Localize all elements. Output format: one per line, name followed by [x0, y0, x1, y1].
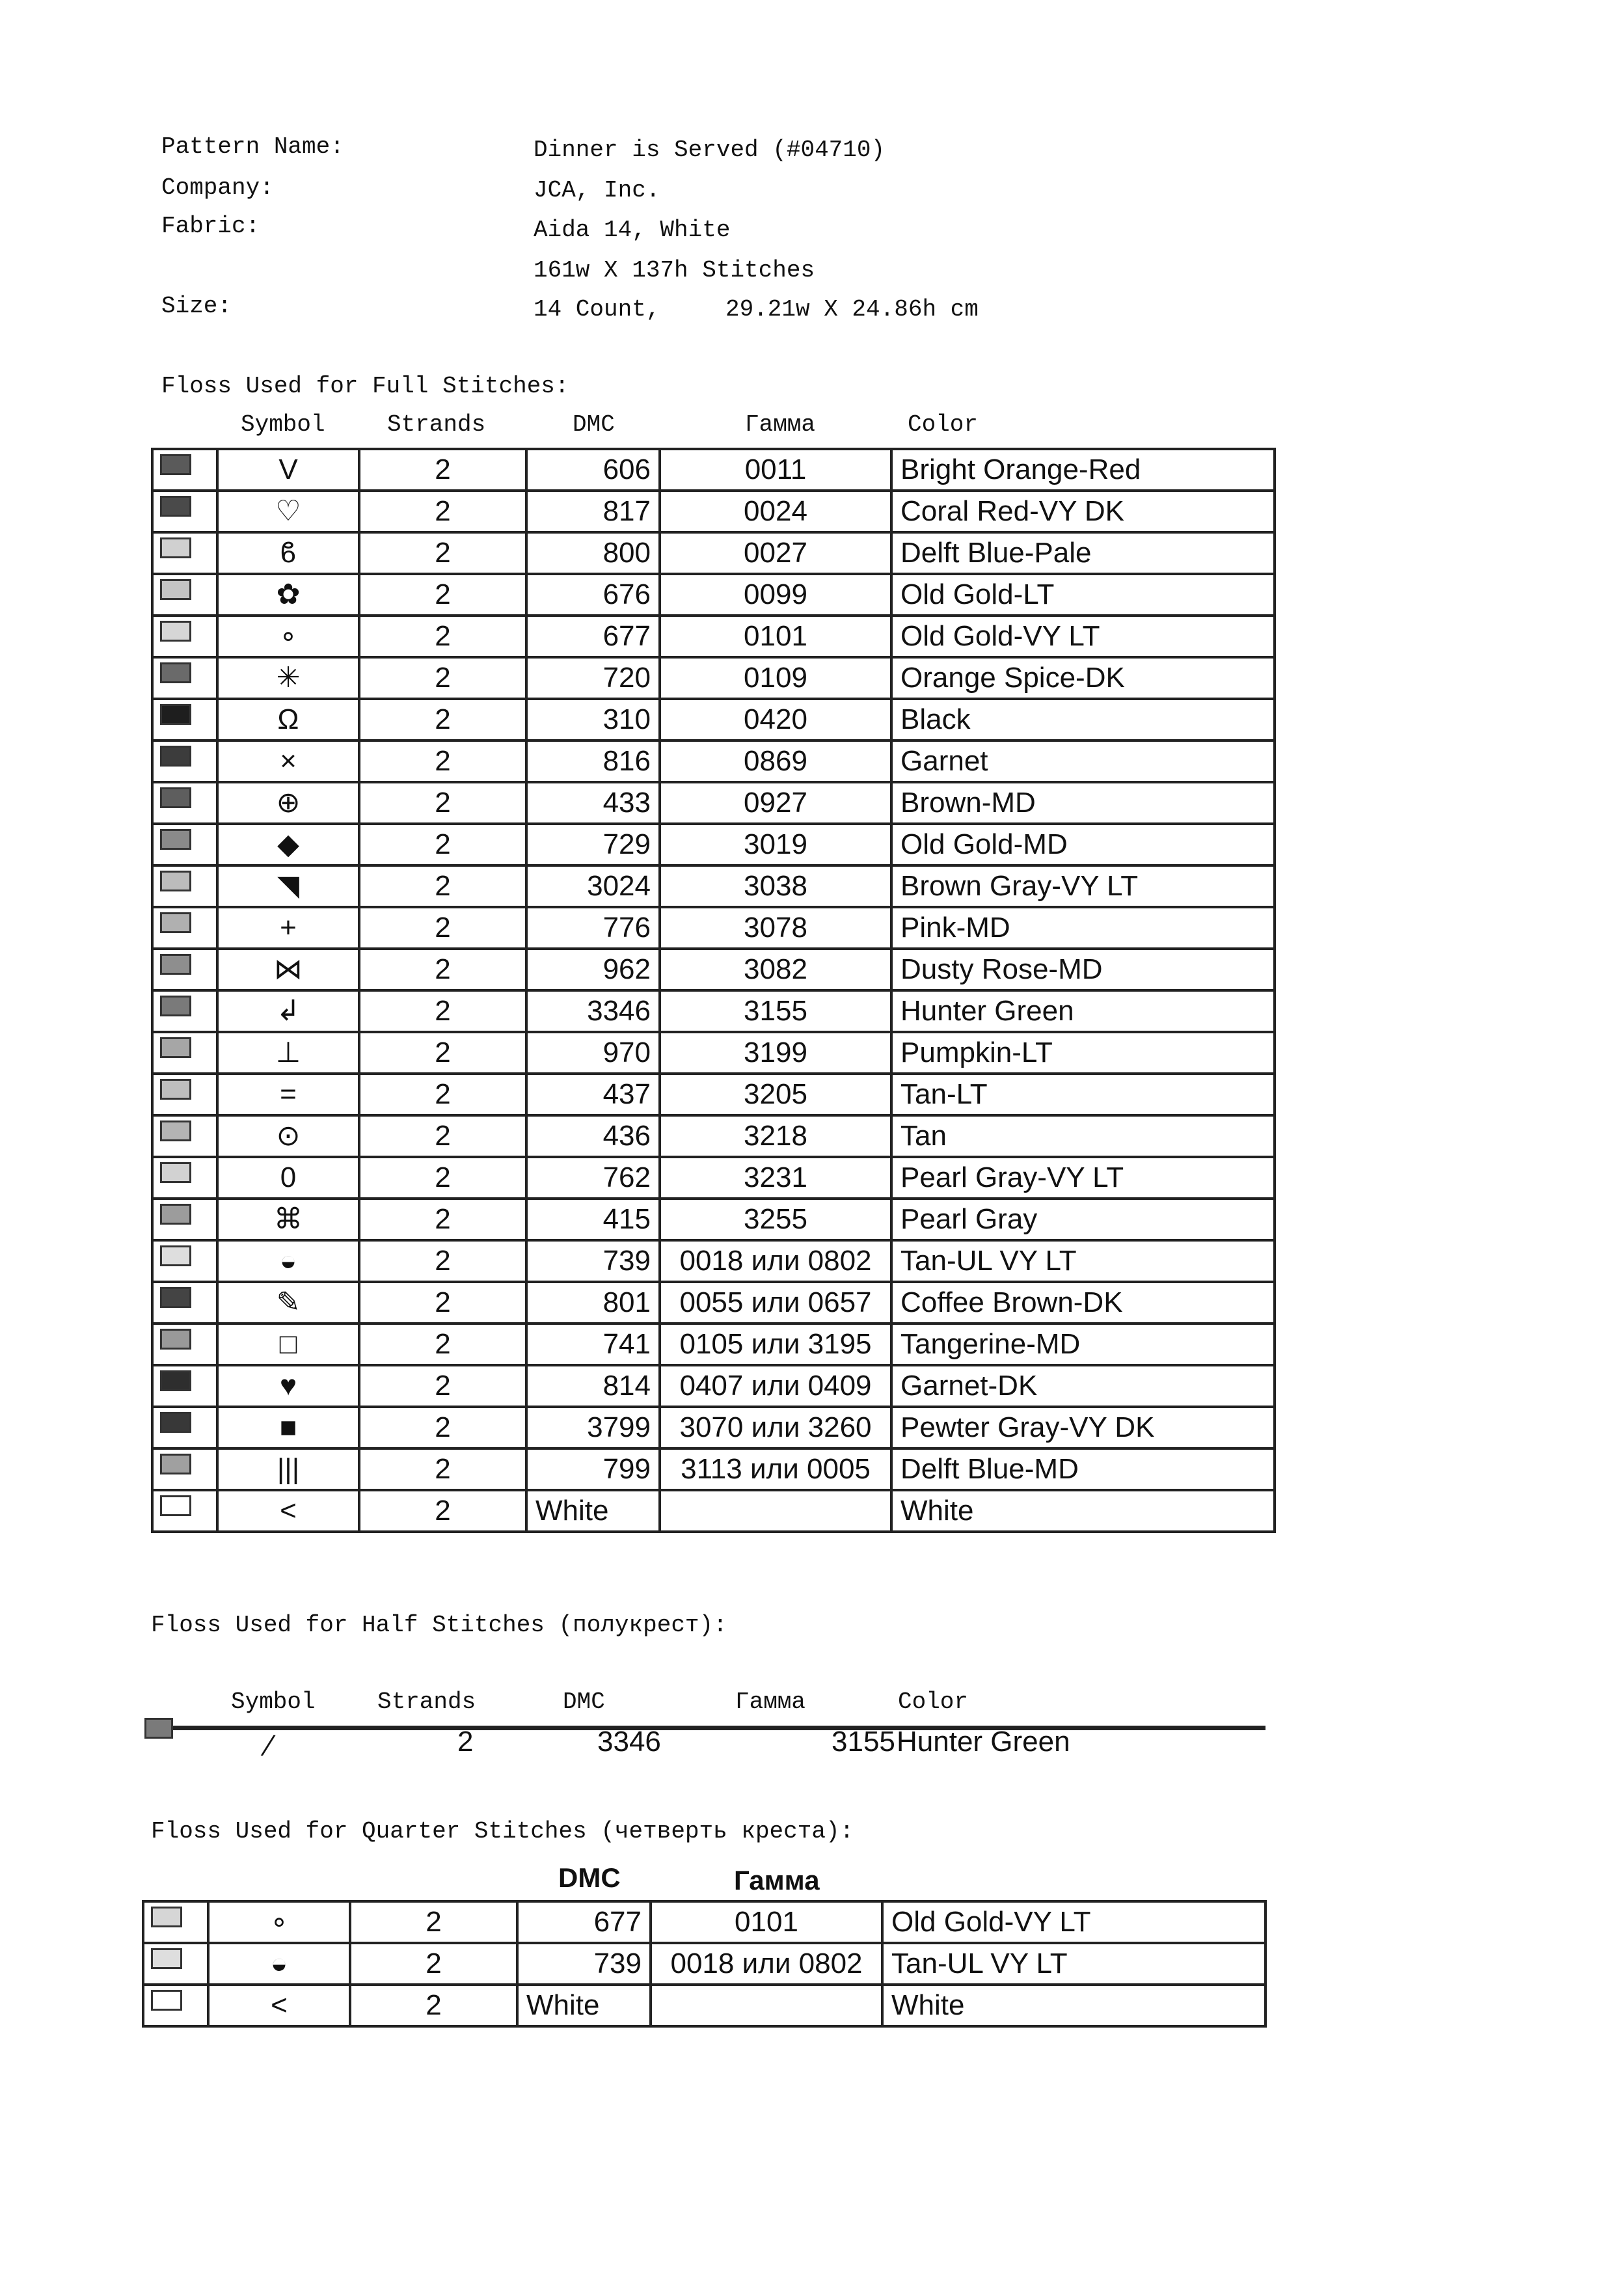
symbol-cell: ⋈	[217, 949, 359, 990]
gamma-cell: 0105 или 3195	[660, 1324, 891, 1365]
swatch-square	[160, 1287, 191, 1308]
symbol-cell: <	[208, 1985, 350, 2026]
swatch-square	[160, 1495, 191, 1516]
strands-cell: 2	[359, 616, 526, 657]
swatch-square	[160, 746, 191, 767]
swatch-square	[160, 912, 191, 933]
full-stitches-table	[151, 448, 1276, 1533]
table-row	[152, 657, 1275, 699]
gamma-cell: 0011	[660, 449, 891, 491]
color-name-cell: Black	[891, 699, 1275, 740]
table-row	[152, 1157, 1275, 1199]
company-label: Company:	[161, 174, 274, 201]
gamma-cell: 3082	[660, 949, 891, 990]
half-header-symbol: Symbol	[231, 1689, 316, 1715]
strands-cell: 2	[359, 491, 526, 532]
swatch-square	[160, 1412, 191, 1433]
table-row	[152, 616, 1275, 657]
fabric-label: Fabric:	[161, 213, 260, 239]
dmc-cell: 817	[526, 491, 660, 532]
strands-cell: 2	[359, 1240, 526, 1282]
swatch-square	[151, 1948, 182, 1969]
table-row	[143, 1901, 1265, 1943]
strands-cell: 2	[359, 1157, 526, 1199]
gamma-cell: 0407 или 0409	[660, 1365, 891, 1407]
color-name-cell: White	[891, 1490, 1275, 1532]
color-name-cell: Dusty Rose-MD	[891, 949, 1275, 990]
dmc-cell: 739	[517, 1943, 651, 1985]
gamma-cell: 3019	[660, 824, 891, 865]
gamma-cell: 3199	[660, 1032, 891, 1074]
half-dmc: 3346	[597, 1726, 661, 1758]
gamma-cell: 0055 или 0657	[660, 1282, 891, 1324]
color-name-cell: Old Gold-LT	[891, 574, 1275, 616]
strands-cell: 2	[350, 1943, 517, 1985]
gamma-cell: 0099	[660, 574, 891, 616]
gamma-cell: 3070 или 3260	[660, 1407, 891, 1448]
symbol-cell: 0	[217, 1157, 359, 1199]
half-header-gamma: Гамма	[735, 1689, 806, 1715]
header-color: Color	[908, 411, 979, 438]
color-name-cell: Tangerine-MD	[891, 1324, 1275, 1365]
strands-cell: 2	[359, 532, 526, 574]
dmc-cell: 762	[526, 1157, 660, 1199]
pattern-name-label: Pattern Name:	[161, 133, 344, 160]
color-name-cell: Tan-UL VY LT	[891, 1240, 1275, 1282]
half-stitches-rule	[151, 1726, 1265, 1730]
dmc-cell: 800	[526, 532, 660, 574]
color-name-cell: Hunter Green	[891, 990, 1275, 1032]
table-row	[152, 740, 1275, 782]
color-name-cell: White	[882, 1985, 1265, 2026]
swatch-square	[160, 1162, 191, 1183]
table-row	[152, 949, 1275, 990]
table-row	[152, 782, 1275, 824]
symbol-cell: ◥	[217, 865, 359, 907]
table-row	[152, 1240, 1275, 1282]
symbol-cell: ♡	[217, 491, 359, 532]
strands-cell: 2	[359, 824, 526, 865]
symbol-cell: ■	[217, 1407, 359, 1448]
header-gamma: Гамма	[745, 411, 816, 438]
half-gamma: 3155	[832, 1726, 895, 1758]
color-swatch	[152, 1365, 217, 1407]
color-swatch	[152, 1032, 217, 1074]
table-row	[152, 824, 1275, 865]
gamma-cell: 3218	[660, 1115, 891, 1157]
strands-cell: 2	[359, 574, 526, 616]
strands-cell: 2	[359, 907, 526, 949]
swatch-square	[160, 1121, 191, 1141]
gamma-cell: 3231	[660, 1157, 891, 1199]
dmc-cell: White	[526, 1490, 660, 1532]
header-symbol: Symbol	[241, 411, 325, 438]
color-name-cell: Pearl Gray-VY LT	[891, 1157, 1275, 1199]
gamma-cell: 0869	[660, 740, 891, 782]
fabric: Aida 14, White	[534, 217, 731, 243]
swatch-square	[160, 1037, 191, 1058]
table-row	[152, 491, 1275, 532]
dmc-cell: 437	[526, 1074, 660, 1115]
color-name-cell: Bright Orange-Red	[891, 449, 1275, 491]
table-row	[152, 990, 1275, 1032]
color-swatch	[152, 1407, 217, 1448]
strands-cell: 2	[359, 740, 526, 782]
gamma-cell	[660, 1490, 891, 1532]
half-symbol: ∕	[267, 1728, 272, 1762]
color-swatch	[152, 616, 217, 657]
color-name-cell: Orange Spice-DK	[891, 657, 1275, 699]
dmc-cell: White	[517, 1985, 651, 2026]
gamma-cell: 0927	[660, 782, 891, 824]
color-name-cell: Coffee Brown-DK	[891, 1282, 1275, 1324]
color-swatch	[152, 782, 217, 824]
size-cm: 29.21w X 24.86h cm	[725, 296, 979, 323]
symbol-cell: ⌘	[217, 1199, 359, 1240]
gamma-cell: 3155	[660, 990, 891, 1032]
half-stitches-header	[0, 1689, 1624, 1717]
color-name-cell: Pewter Gray-VY DK	[891, 1407, 1275, 1448]
color-swatch	[152, 1199, 217, 1240]
header-dmc: DMC	[573, 411, 615, 438]
symbol-cell: ↲	[217, 990, 359, 1032]
dmc-cell: 799	[526, 1448, 660, 1490]
color-swatch	[152, 574, 217, 616]
color-name-cell: Brown-MD	[891, 782, 1275, 824]
gamma-cell: 3078	[660, 907, 891, 949]
quarter-stitches-rows	[143, 1901, 1265, 2026]
dmc-cell: 962	[526, 949, 660, 990]
color-name-cell: Delft Blue-MD	[891, 1448, 1275, 1490]
symbol-cell: ✿	[217, 574, 359, 616]
table-row	[152, 1115, 1275, 1157]
color-name-cell: Garnet-DK	[891, 1365, 1275, 1407]
color-swatch	[152, 949, 217, 990]
half-color: Hunter Green	[897, 1726, 1070, 1758]
gamma-cell: 0109	[660, 657, 891, 699]
color-name-cell: Delft Blue-Pale	[891, 532, 1275, 574]
swatch-square	[151, 1907, 182, 1927]
table-row	[143, 1985, 1265, 2026]
symbol-cell: ×	[217, 740, 359, 782]
symbol-cell: =	[217, 1074, 359, 1115]
half-header-dmc: DMC	[563, 1689, 605, 1715]
pattern-name: Dinner is Served (#04710)	[534, 137, 886, 163]
color-name-cell: Tan	[891, 1115, 1275, 1157]
gamma-cell: 3205	[660, 1074, 891, 1115]
table-row	[152, 574, 1275, 616]
color-swatch	[152, 990, 217, 1032]
gamma-cell: 3255	[660, 1199, 891, 1240]
swatch-square	[160, 871, 191, 891]
strands-cell: 2	[359, 949, 526, 990]
swatch-square	[160, 829, 191, 850]
strands-cell: 2	[359, 1032, 526, 1074]
strands-cell: 2	[359, 699, 526, 740]
dmc-cell: 729	[526, 824, 660, 865]
symbol-cell: V	[217, 449, 359, 491]
swatch-square	[160, 1370, 191, 1391]
swatch-square	[160, 996, 191, 1016]
swatch-square	[160, 496, 191, 517]
color-swatch	[143, 1985, 208, 2026]
full-stitches-header	[0, 411, 1624, 440]
dmc-cell: 720	[526, 657, 660, 699]
quarter-header-dmc: DMC	[558, 1862, 621, 1893]
color-swatch	[152, 1157, 217, 1199]
swatch-square	[160, 787, 191, 808]
table-row	[152, 699, 1275, 740]
strands-cell: 2	[359, 1407, 526, 1448]
symbol-cell: □	[217, 1324, 359, 1365]
color-name-cell: Brown Gray-VY LT	[891, 865, 1275, 907]
dmc-cell: 677	[526, 616, 660, 657]
symbol-cell: ✳	[217, 657, 359, 699]
table-row	[152, 907, 1275, 949]
dmc-cell: 415	[526, 1199, 660, 1240]
color-name-cell: Pearl Gray	[891, 1199, 1275, 1240]
size-count: 14 Count,	[534, 296, 660, 323]
table-row	[152, 1199, 1275, 1240]
dmc-cell: 3346	[526, 990, 660, 1032]
strands-cell: 2	[359, 1490, 526, 1532]
color-swatch	[152, 449, 217, 491]
swatch-square	[160, 1245, 191, 1266]
swatch-square	[160, 954, 191, 975]
strands-cell: 2	[359, 1115, 526, 1157]
color-swatch	[152, 907, 217, 949]
color-swatch	[152, 1115, 217, 1157]
dmc-cell: 3799	[526, 1407, 660, 1448]
swatch-square	[160, 537, 191, 558]
swatch-square	[160, 1079, 191, 1100]
dmc-cell: 741	[526, 1324, 660, 1365]
color-name-cell: Old Gold-VY LT	[891, 616, 1275, 657]
color-name-cell: Pumpkin-LT	[891, 1032, 1275, 1074]
symbol-cell: <	[217, 1490, 359, 1532]
symbol-cell: ✎	[217, 1282, 359, 1324]
table-row	[152, 1407, 1275, 1448]
symbol-cell: ⊙	[217, 1115, 359, 1157]
swatch-square	[151, 1990, 182, 2011]
swatch-square	[160, 1329, 191, 1350]
dmc-cell: 676	[526, 574, 660, 616]
symbol-cell: ∘	[217, 616, 359, 657]
symbol-cell: ◒	[208, 1943, 350, 1985]
dmc-cell: 3024	[526, 865, 660, 907]
color-name-cell: Garnet	[891, 740, 1275, 782]
quarter-stitches-table	[142, 1900, 1267, 2028]
dmc-cell: 677	[517, 1901, 651, 1943]
symbol-cell: ∘	[208, 1901, 350, 1943]
symbol-cell: +	[217, 907, 359, 949]
color-name-cell: Coral Red-VY DK	[891, 491, 1275, 532]
strands-cell: 2	[350, 1901, 517, 1943]
swatch-square	[160, 1454, 191, 1474]
strands-cell: 2	[359, 1282, 526, 1324]
color-swatch	[152, 1282, 217, 1324]
quarter-header-gamma: Гамма	[734, 1865, 820, 1895]
symbol-cell: ϐ	[217, 532, 359, 574]
table-row	[152, 1324, 1275, 1365]
gamma-cell: 0018 или 0802	[651, 1943, 882, 1985]
half-header-strands: Strands	[377, 1689, 476, 1715]
table-row	[152, 1074, 1275, 1115]
color-swatch	[152, 865, 217, 907]
symbol-cell: ◆	[217, 824, 359, 865]
symbol-cell: ⊕	[217, 782, 359, 824]
swatch-square	[160, 579, 191, 600]
full-stitches-rows	[152, 449, 1275, 1532]
gamma-cell: 3113 или 0005	[660, 1448, 891, 1490]
gamma-cell	[651, 1985, 882, 2026]
table-row	[152, 1032, 1275, 1074]
dmc-cell: 970	[526, 1032, 660, 1074]
header-strands: Strands	[387, 411, 486, 438]
symbol-cell: ⊥	[217, 1032, 359, 1074]
color-swatch	[152, 824, 217, 865]
color-swatch	[143, 1943, 208, 1985]
dmc-cell: 739	[526, 1240, 660, 1282]
strands-cell: 2	[359, 1324, 526, 1365]
dmc-cell: 816	[526, 740, 660, 782]
swatch-square	[160, 662, 191, 683]
color-swatch	[152, 1448, 217, 1490]
symbol-cell: Ω	[217, 699, 359, 740]
dmc-cell: 433	[526, 782, 660, 824]
strands-cell: 2	[359, 449, 526, 491]
color-swatch	[152, 1490, 217, 1532]
company: JCA, Inc.	[534, 177, 660, 204]
color-name-cell: Tan-UL VY LT	[882, 1943, 1265, 1985]
table-row	[152, 1365, 1275, 1407]
color-swatch	[152, 491, 217, 532]
strands-cell: 2	[359, 1365, 526, 1407]
gamma-cell: 3038	[660, 865, 891, 907]
half-stitches-title: Floss Used for Half Stitches (полукрест):	[151, 1612, 727, 1638]
gamma-cell: 0024	[660, 491, 891, 532]
half-strands: 2	[457, 1726, 474, 1758]
size-label: Size:	[161, 293, 232, 319]
strands-cell: 2	[359, 1448, 526, 1490]
color-name-cell: Old Gold-MD	[891, 824, 1275, 865]
table-row	[152, 449, 1275, 491]
strands-cell: 2	[350, 1985, 517, 2026]
swatch-square	[160, 454, 191, 475]
dmc-cell: 776	[526, 907, 660, 949]
gamma-cell: 0018 или 0802	[660, 1240, 891, 1282]
color-name-cell: Tan-LT	[891, 1074, 1275, 1115]
gamma-cell: 0101	[660, 616, 891, 657]
color-swatch	[144, 1718, 173, 1739]
color-swatch	[152, 657, 217, 699]
dmc-cell: 436	[526, 1115, 660, 1157]
table-row	[152, 1490, 1275, 1532]
symbol-cell: ♥	[217, 1365, 359, 1407]
table-row	[143, 1943, 1265, 1985]
dmc-cell: 814	[526, 1365, 660, 1407]
strands-cell: 2	[359, 1074, 526, 1115]
gamma-cell: 0420	[660, 699, 891, 740]
quarter-stitches-title: Floss Used for Quarter Stitches (четверть креста):	[151, 1818, 854, 1845]
color-swatch	[152, 532, 217, 574]
gamma-cell: 0027	[660, 532, 891, 574]
swatch-square	[160, 621, 191, 642]
dmc-cell: 801	[526, 1282, 660, 1324]
dmc-cell: 606	[526, 449, 660, 491]
strands-cell: 2	[359, 1199, 526, 1240]
color-swatch	[152, 1324, 217, 1365]
color-name-cell: Pink-MD	[891, 907, 1275, 949]
swatch-square	[160, 1204, 191, 1225]
table-row	[152, 532, 1275, 574]
color-swatch	[143, 1901, 208, 1943]
symbol-cell: ◒	[217, 1240, 359, 1282]
table-row	[152, 1448, 1275, 1490]
color-swatch	[152, 699, 217, 740]
strands-cell: 2	[359, 865, 526, 907]
strands-cell: 2	[359, 657, 526, 699]
gamma-cell: 0101	[651, 1901, 882, 1943]
strands-cell: 2	[359, 782, 526, 824]
strands-cell: 2	[359, 990, 526, 1032]
dmc-cell: 310	[526, 699, 660, 740]
color-swatch	[152, 1240, 217, 1282]
swatch-square	[160, 704, 191, 725]
stitch-count: 161w X 137h Stitches	[534, 257, 815, 284]
color-swatch	[152, 1074, 217, 1115]
color-swatch	[152, 740, 217, 782]
full-stitches-title: Floss Used for Full Stitches:	[161, 373, 569, 400]
half-header-color: Color	[898, 1689, 969, 1715]
table-row	[152, 1282, 1275, 1324]
table-row	[152, 865, 1275, 907]
color-name-cell: Old Gold-VY LT	[882, 1901, 1265, 1943]
symbol-cell: |||	[217, 1448, 359, 1490]
